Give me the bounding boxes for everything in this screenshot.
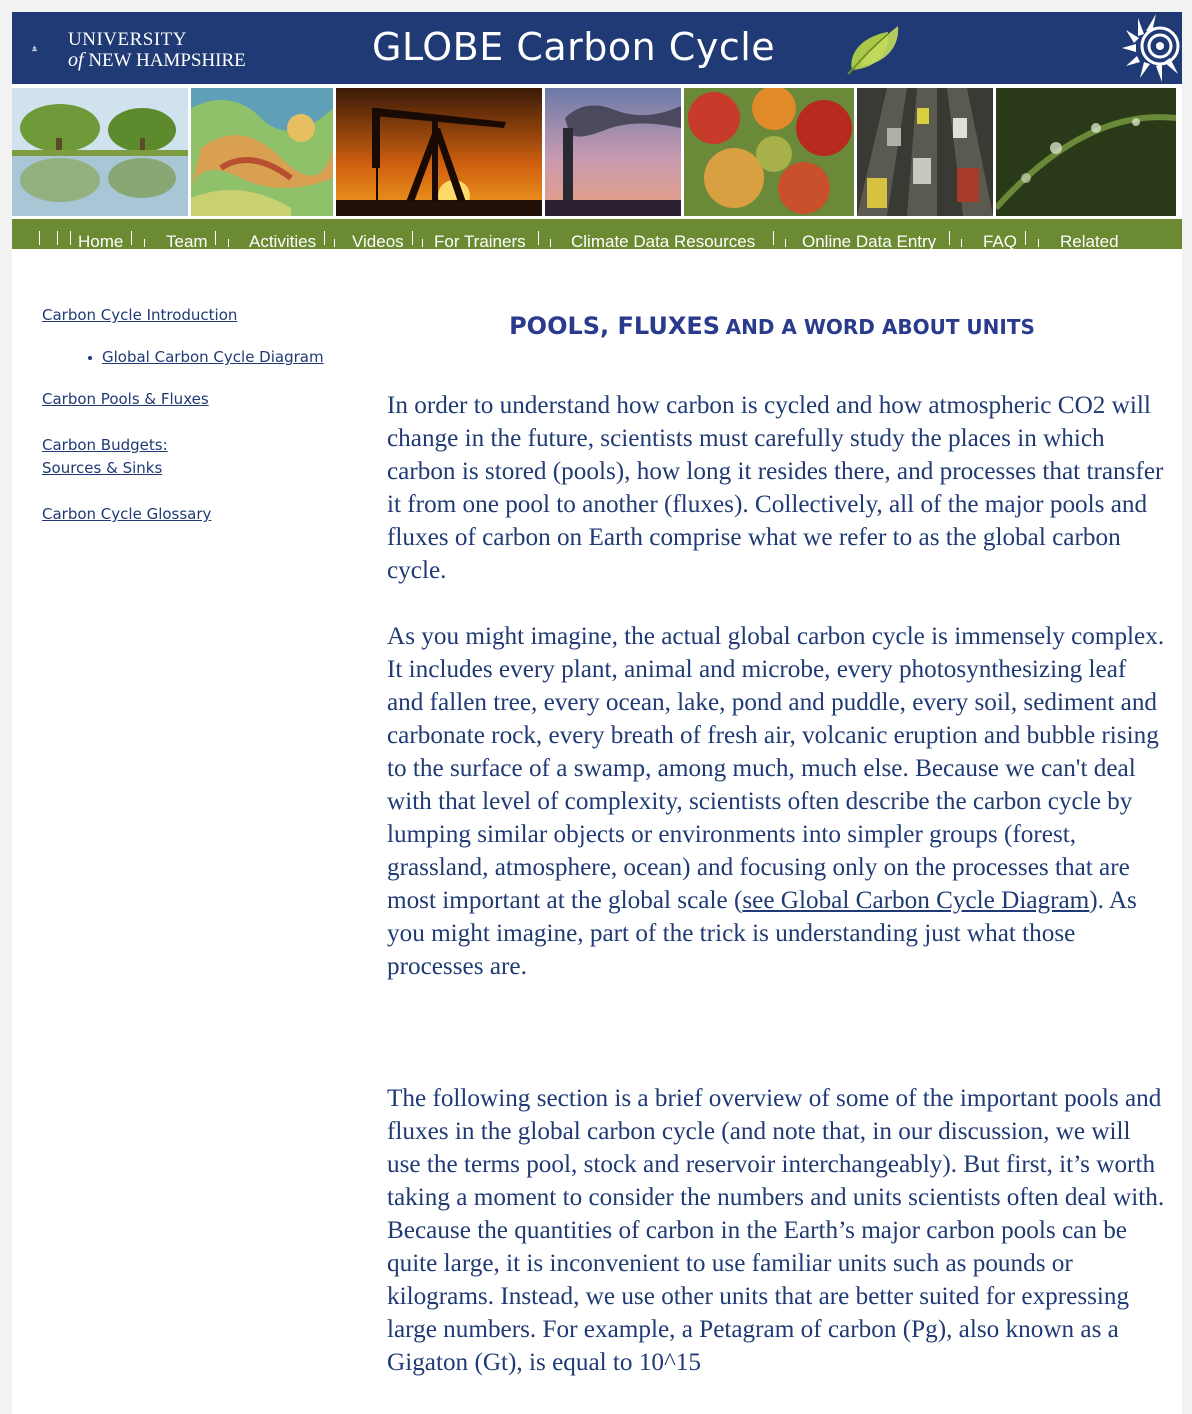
building-icon xyxy=(32,45,37,51)
university-name-line2[interactable] xyxy=(68,50,246,71)
traffic-photo xyxy=(857,88,993,216)
nav-separator xyxy=(215,231,216,245)
photo-strip xyxy=(12,88,1182,216)
nav-climate-data-resources[interactable]: Climate Data Resources xyxy=(571,232,756,251)
sidebar-link-intro[interactable]: Carbon Cycle Introduction xyxy=(42,306,238,324)
nav-separator xyxy=(57,231,58,245)
nav-separator xyxy=(70,231,71,245)
page-title xyxy=(387,309,1157,346)
nav-tick xyxy=(550,239,551,247)
oil-pump-sunset-photo xyxy=(336,88,542,216)
nav-online-data-entry[interactable]: Online Data Entry xyxy=(802,232,937,251)
sidebar-link-budgets-line1[interactable]: Carbon Budgets: xyxy=(42,436,168,454)
page-title-main: POOLS, FLUXES xyxy=(509,312,721,340)
nav-separator xyxy=(39,231,40,245)
sidebar-link-diagram[interactable]: Global Carbon Cycle Diagram xyxy=(102,348,324,366)
paragraph-1: In order to understand how carbon is cycled and how atmospheric CO2 will change in the future, scientists must carefully study the places in which carbon is stored (pools), how long it resides there, and processes that transfer it from one pool to another (fluxes). Collectively, all of the major pools and fluxes of carbon on Earth comprise what we refer to as the global carbon cycle. xyxy=(387,392,1164,584)
paragraph-2-text-b: ). As you might imagine, part of the trick is understanding just what those processes are. xyxy=(387,887,1137,980)
sidebar-link-pools[interactable]: Carbon Pools & Fluxes xyxy=(42,390,209,408)
nav-activities[interactable]: Activities xyxy=(249,232,317,251)
nav-videos[interactable]: Videos xyxy=(352,232,404,251)
sun-icon xyxy=(1112,12,1182,84)
dewdrop-grass-photo xyxy=(996,88,1176,216)
university-of-word: of xyxy=(68,49,84,71)
nav-home[interactable]: Home xyxy=(78,232,124,251)
nav-for-trainers[interactable]: For Trainers xyxy=(434,232,526,251)
nav-separator xyxy=(412,231,413,245)
nav-tick xyxy=(228,239,229,247)
trees-reflection-photo xyxy=(12,88,188,216)
smokestack-photo xyxy=(545,88,681,216)
page xyxy=(12,12,1182,1414)
nav-tick xyxy=(144,239,145,247)
nav-separator xyxy=(324,231,325,245)
nav-separator xyxy=(538,231,539,245)
paragraph-2-text-a: As you might imagine, the actual global carbon cycle is immensely complex. It includes every plant, animal and microbe, every photosynthesizing leaf and fallen tree, every ocean, lake, pond and puddle, every soil, sediment and carbonate rock, every breath of fresh air, volcanic eruption and bubble rising to the surface of a swamp, among much, much else. Because we can't deal with that level of complexity, scientists often describe the carbon cycle by lumping similar objects or environments into simpler groups (forest, grassland, atmosphere, ocean) and focusing only on the processes that are most important at the global scale ( xyxy=(387,623,1165,914)
nav-tick xyxy=(1038,239,1039,247)
nav-tick xyxy=(334,239,335,247)
paragraph-3: The following section is a brief overview of some of the important pools and fluxes in the global carbon cycle (and note that, in our discussion, we will use the terms pool, stock and reservoir interchangeably). But first, it’s worth taking a moment to consider the numbers and units scientists often deal with. Because the quantities of carbon in the Earth’s major carbon pools can be quite large, it is inconvenient to use familiar units such as pounds or kilograms. Instead, we use other units that are better suited for expressing large numbers. For example, a Petagram of carbon (Pg), also known as a Gigaton (Gt), is equal to 10^15 xyxy=(387,1085,1165,1376)
nav-related[interactable]: Related xyxy=(1060,232,1119,251)
sidebar-link-budgets-line2[interactable]: Sources & Sinks xyxy=(42,459,163,477)
site-title: GLOBE Carbon Cycle xyxy=(372,25,776,69)
topographic-map-photo xyxy=(191,88,333,216)
unh-logo[interactable] xyxy=(32,24,72,72)
paragraph-2 xyxy=(387,620,1167,983)
university-state: NEW HAMPSHIRE xyxy=(88,50,246,71)
sidebar-link-glossary[interactable]: Carbon Cycle Glossary xyxy=(42,505,212,523)
leaf-icon xyxy=(838,22,908,78)
nav-team[interactable]: Team xyxy=(166,232,208,251)
university-name-line1[interactable]: UNIVERSITY xyxy=(68,29,187,50)
nav-faq[interactable]: FAQ xyxy=(983,232,1018,251)
nav-separator xyxy=(1025,231,1026,245)
nav-bar xyxy=(12,219,1182,249)
page-title-sub: AND A WORD ABOUT UNITS xyxy=(725,315,1035,339)
nav-separator xyxy=(131,231,132,245)
nav-tick xyxy=(785,239,786,247)
autumn-leaves-photo xyxy=(684,88,854,216)
bullet-icon xyxy=(88,356,92,360)
nav-tick xyxy=(961,239,962,247)
nav-tick xyxy=(422,239,423,247)
nav-separator xyxy=(949,231,950,245)
header-banner xyxy=(12,12,1182,84)
nav-separator xyxy=(773,231,774,245)
global-carbon-cycle-diagram-link[interactable]: see Global Carbon Cycle Diagram xyxy=(742,887,1090,914)
